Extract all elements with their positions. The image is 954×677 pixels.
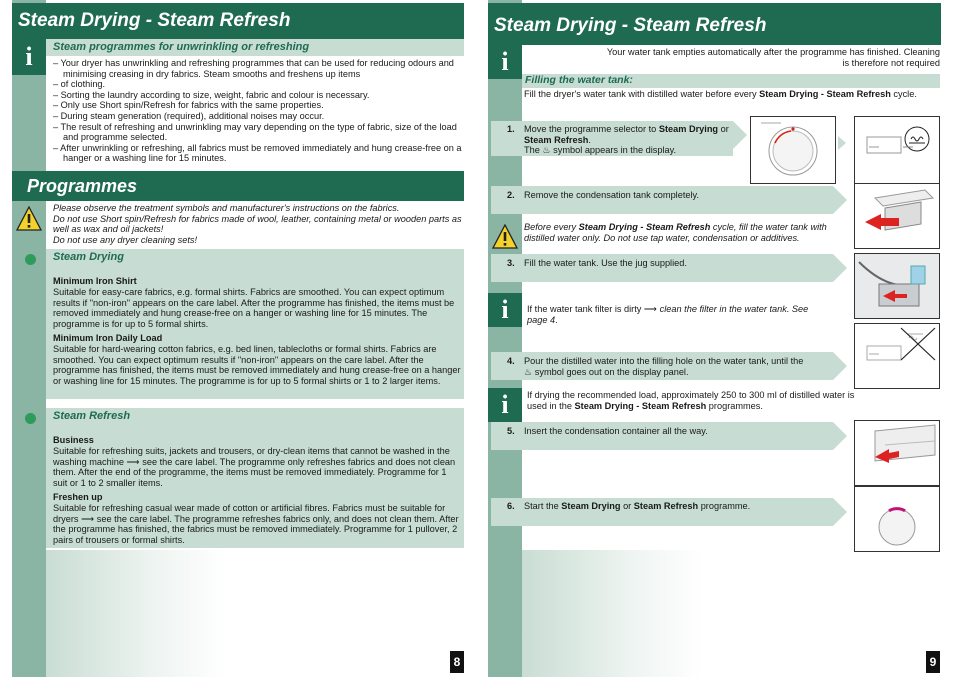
tank-removal-illustration <box>855 184 939 248</box>
warning-icon <box>16 206 42 232</box>
info-icon: i <box>12 39 46 75</box>
right-margin-strip <box>488 0 522 677</box>
bullet-item: – Your dryer has unwrinkling and refreshing programmes that can be used for reducing odours and minimising creasing in dry fabrics. Steam smooths and freshens up items <box>53 58 454 79</box>
business-title: Business <box>53 435 94 445</box>
selector-knob-illustration <box>751 117 835 183</box>
freshen-up-title: Freshen up <box>53 492 103 502</box>
fill-tank-illustration <box>855 254 939 318</box>
step-number: 2. <box>507 190 515 200</box>
minimum-iron-shirt-title: Minimum Iron Shirt <box>53 276 137 286</box>
steam-refresh-dot-icon <box>25 413 36 424</box>
volume-info-b: Steam Drying - Steam Refresh <box>574 400 707 411</box>
filling-text <box>524 89 929 100</box>
filling-subheading: Filling the water tank: <box>522 74 940 88</box>
filter-info-b: clean the filter in the water tank. See page 4 <box>527 304 809 325</box>
warning-text-c: cycle, fill the water tank with distilled water only. Do not use tap water, condensation or additives. <box>524 222 827 243</box>
warning-line: Please observe the treatment symbols and manufacturer's instructions on the fabrics. <box>53 203 400 213</box>
right-page-title: Steam Drying - Steam Refresh <box>488 3 941 45</box>
programmes-heading: Programmes <box>12 171 464 201</box>
minimum-iron-daily-title: Minimum Iron Daily Load <box>53 333 163 343</box>
filling-text-a: Fill the dryer's water tank with distilled water before every <box>524 89 760 99</box>
warning-line: Do not use Short spin/Refresh for fabrics made of wool, leather, containing metal or wooden parts as well as wax and oil jackets! <box>53 213 462 235</box>
display-illustration <box>855 117 939 183</box>
step-number: 4. <box>507 356 515 366</box>
display-off-image <box>854 323 940 389</box>
info-bullet-list <box>53 58 463 164</box>
steam-refresh-title: Steam Refresh <box>53 410 131 422</box>
step-1-text-b: Steam Drying <box>658 124 719 134</box>
step-1-text-a: Move the programme selector to <box>524 124 659 134</box>
step-2-text: Remove the condensation tank completely. <box>524 190 700 200</box>
warning-text-a: Before every <box>524 222 579 232</box>
left-page <box>12 0 466 677</box>
volume-info-c: programmes. <box>706 400 763 411</box>
steam-drying-title: Steam Drying <box>53 251 124 263</box>
info-icon: i <box>488 45 522 79</box>
filling-text-c: cycle. <box>890 89 917 99</box>
step-number: 5. <box>507 426 515 436</box>
step-number: 1. <box>507 124 515 134</box>
bullet-item: – Sorting the laundry according to size, weight, fabric and colour is necessary. <box>53 89 370 100</box>
bullet-item: – During steam generation (required), additional noises may occur. <box>53 110 325 121</box>
step-6-text-b: Steam Drying <box>561 501 621 511</box>
right-page <box>488 0 943 677</box>
step-6-text-a: Start the <box>524 501 562 511</box>
volume-info-a: If drying the recommended load, approximately 250 to 300 ml of distilled water is used in the <box>527 390 855 411</box>
remove-tank-image <box>854 183 940 249</box>
arrow-right-icon <box>838 136 846 150</box>
bullet-item: – of clothing. <box>53 79 106 90</box>
left-fade <box>46 550 226 677</box>
step-1-text-c: or <box>718 124 729 134</box>
info-icon: i <box>488 293 522 327</box>
filter-info-text <box>527 304 827 325</box>
warning-icon <box>492 224 518 250</box>
display-off-illustration <box>855 324 939 388</box>
info-icon: i <box>488 388 522 422</box>
step-1-text-f: The ♨ symbol appears in the display. <box>524 145 677 156</box>
volume-info-text <box>527 390 857 411</box>
info-subheading: Steam programmes for unwrinkling or refreshing <box>46 39 464 56</box>
filling-text-b: Steam Drying - Steam Refresh <box>759 89 891 99</box>
fill-tank-image <box>854 253 940 319</box>
bullet-item: – The result of refreshing and unwrinkling may vary depending on the type of fabric, size of the load and programme selected. <box>53 121 457 143</box>
display-symbol-image <box>854 116 940 184</box>
step-6-text-c: or <box>620 501 634 511</box>
warning-text <box>524 222 854 243</box>
minimum-iron-shirt-text: Suitable for easy-care fabrics, e.g. formal shirts. Fabrics are smoothed. You can expect optimum results if "non-iron" appears on the care label. After the programme has finished, the items must be removed immediately and hung crease-free on a hanger or washing line for 15 minutes. The programme is for up to 5 formal shirts. <box>53 287 455 329</box>
insert-container-illustration <box>855 421 939 485</box>
left-margin-strip <box>12 0 46 677</box>
warning-line: Do not use any dryer cleaning sets! <box>53 234 198 245</box>
step-6-text-d: Steam Refresh <box>633 501 699 511</box>
page-number: 8 <box>450 651 464 673</box>
minimum-iron-daily-text: Suitable for hard-wearing cotton fabrics, e.g. bed linen, tablecloths or formal shirts. Fabrics are smoothed. You can expect optimum results if "non-iron" appears on the care label. After the programme has finished, the items must be removed immediately and hung crease-free on a hanger or washing line for 15 minutes. The programme is for up to 5 formal shirts or 1 to 2 larger items. <box>53 344 461 386</box>
freshen-up-text: Suitable for refreshing casual wear made of cotton or artificial fibres. Fabrics must be suitable for dryers ⟶ see the care label. The programme refreshes fabrics only, and does not clean them. After the programme has finished, the fabrics must be removed immediately. Programme for 1 pullover, 2 pairs of trousers or formal shirts. <box>53 503 459 545</box>
start-button-image <box>854 486 940 552</box>
warning-text <box>53 203 463 245</box>
step-6-text <box>524 501 824 512</box>
left-page-title: Steam Drying - Steam Refresh <box>12 3 464 39</box>
step-1-text <box>524 124 746 156</box>
business-text: Suitable for refreshing suits, jackets and trousers, or dry-clean items that cannot be washed in the washing machine ⟶ see the care label. The programme only refreshes fabrics and does not clean them. After the end of the programme, the items must be removed immediately. Programme for 1 suit or 1 to 2 smaller items. <box>53 446 456 488</box>
bullet-item: – After unwrinkling or refreshing, all fabrics must be removed immediately and hung crease-free on a hanger or a washing line for 15 minutes. <box>53 142 462 164</box>
start-button-illustration <box>855 487 939 551</box>
intro-text: Your water tank empties automatically after the programme has finished. Cleaning is therefore not required <box>606 47 940 68</box>
step-6-text-e: programme. <box>698 501 751 511</box>
warning-text-b: Steam Drying - Steam Refresh <box>578 222 711 232</box>
right-fade <box>522 550 702 677</box>
step-1-text-d: Steam Refresh <box>524 134 589 145</box>
programme-selector-image <box>750 116 836 184</box>
insert-container-image <box>854 420 940 486</box>
filter-info-c: . <box>555 314 558 325</box>
step-4-text: Pour the distilled water into the filling hole on the water tank, until the ♨ symbol goes out on the display panel. <box>524 356 804 377</box>
page-number: 9 <box>926 651 940 673</box>
step-number: 6. <box>507 501 515 511</box>
step-1-text-e: . <box>588 134 591 145</box>
steam-drying-dot-icon <box>25 254 36 265</box>
filter-info-a: If the water tank filter is dirty ⟶ <box>527 304 660 314</box>
step-5-text: Insert the condensation container all the way. <box>524 426 708 436</box>
bullet-item: – Only use Short spin/Refresh for fabrics with the same properties. <box>53 100 324 111</box>
step-number: 3. <box>507 258 515 268</box>
step-3-text: Fill the water tank. Use the jug supplied. <box>524 258 687 268</box>
